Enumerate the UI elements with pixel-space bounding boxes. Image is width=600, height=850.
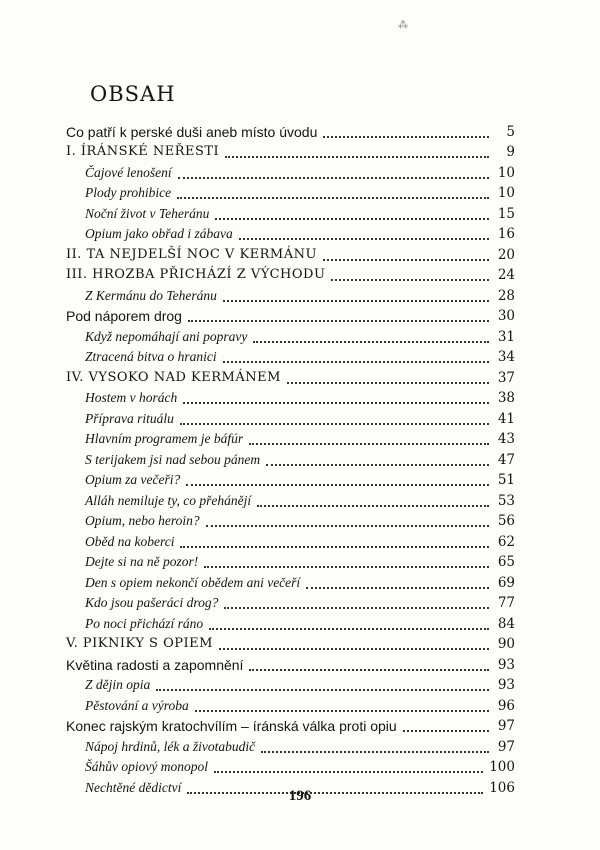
toc-entry-title: Z Kermánu do Teheránu <box>85 287 217 303</box>
toc-entry <box>66 470 515 491</box>
toc-entry <box>66 511 515 532</box>
dot-leader <box>249 442 489 445</box>
toc-entry <box>66 675 515 696</box>
toc-entry-title: Příprava rituálu <box>85 410 174 426</box>
toc-entry <box>66 162 515 183</box>
toc-entry-page: 30 <box>497 308 515 324</box>
dot-leader <box>323 135 489 138</box>
toc-entry-page: 97 <box>497 718 515 734</box>
toc-entry <box>66 224 515 245</box>
toc-entry-page: 28 <box>497 287 515 304</box>
toc-entry-title: Hlavním programem je báfúr <box>85 431 244 446</box>
toc-entry-page: 84 <box>497 615 515 632</box>
toc-entry <box>66 265 515 286</box>
toc-entry-title: I. ÍRÁNSKÉ NEŘESTI <box>66 144 220 159</box>
toc-entry-title: Pod náporem drog <box>66 308 182 324</box>
toc-entry-title: Den s opiem nekončí obědem ani večeří <box>85 574 301 590</box>
dot-leader <box>195 709 489 712</box>
toc-entry-page: 37 <box>497 369 515 386</box>
toc-entry <box>66 408 515 429</box>
toc-entry <box>66 757 515 778</box>
toc-entry-page: 100 <box>489 759 515 775</box>
dot-leader <box>287 381 489 384</box>
toc-entry <box>66 203 515 224</box>
toc-entry <box>66 449 515 470</box>
dot-leader <box>206 524 489 527</box>
toc-entry <box>66 654 515 675</box>
page-title: OBSAH <box>90 82 176 106</box>
toc-entry <box>66 183 515 204</box>
toc-entry-page: 77 <box>497 595 515 611</box>
toc-entry <box>66 716 515 737</box>
toc-entry-title: Konec rajským kratochvílím – íránská válka proti opiu <box>66 718 397 734</box>
dot-leader <box>188 319 489 322</box>
toc-entry <box>66 121 515 142</box>
toc-entry <box>66 572 515 593</box>
dot-leader <box>186 483 489 486</box>
dot-leader <box>249 668 489 671</box>
toc-entry-title: Čajové lenošení <box>85 164 172 180</box>
toc-entry <box>66 490 515 511</box>
toc-entry <box>66 367 515 388</box>
toc-entry-page: 41 <box>497 410 515 427</box>
toc-entry-page: 62 <box>497 533 515 550</box>
toc-entry-page: 97 <box>497 738 515 755</box>
toc-entry <box>66 531 515 552</box>
dot-leader <box>223 360 489 363</box>
toc-entry-page: 10 <box>497 185 515 201</box>
toc-entry-page: 56 <box>497 513 515 529</box>
dot-leader <box>266 463 489 466</box>
toc-entry-title: Nápoj hrdinů, lék a životabudič <box>85 738 256 754</box>
toc-entry-page: 53 <box>497 492 515 509</box>
dot-leader <box>331 278 489 281</box>
dot-leader <box>306 586 489 589</box>
dot-leader <box>223 299 489 302</box>
scan-speck-icon: ⁂ <box>398 20 408 31</box>
toc-entry-title: Hostem v horách <box>85 390 178 405</box>
toc-entry-page: 5 <box>506 123 515 140</box>
toc-entry-page: 9 <box>506 144 515 160</box>
dot-leader <box>156 688 489 691</box>
toc-entry <box>66 552 515 573</box>
toc-entry-title: Co patří k perské duši aneb místo úvodu <box>66 123 318 140</box>
toc-entry-title: Noční život v Teheránu <box>85 205 210 221</box>
dot-leader <box>215 217 489 220</box>
toc-entry-title: Květina radosti a zapomnění <box>66 656 244 673</box>
dot-leader <box>253 340 489 343</box>
toc-entry-page: 106 <box>489 779 515 796</box>
dot-leader <box>323 258 489 261</box>
toc-entry-title: IV. VYSOKO NAD KERMÁNEM <box>66 369 281 385</box>
toc-entry <box>66 593 515 614</box>
dot-leader <box>177 196 489 199</box>
toc-entry-page: 20 <box>497 246 515 263</box>
dot-leader <box>257 504 489 507</box>
toc-entry-title: Opium za večeři? <box>85 472 181 487</box>
toc-entry-title: Kdo jsou pašeráci drog? <box>85 595 219 610</box>
toc-entry <box>66 347 515 368</box>
toc-entry-title: Opium jako obřad i zábava <box>85 226 233 241</box>
toc-entry-title: II. TA NEJDELŠÍ NOC V KERMÁNU <box>66 246 317 262</box>
toc-entry <box>66 306 515 327</box>
toc-entry-page: 16 <box>497 226 515 242</box>
toc-entry-title: Pěstování a výroba <box>85 697 189 713</box>
toc-entry-title: Alláh nemiluje ty, co přehánějí <box>85 492 252 508</box>
toc-entry-title: III. HROZBA PŘICHÁZÍ Z VÝCHODU <box>66 267 326 282</box>
toc-entry <box>66 388 515 409</box>
toc-entry <box>66 142 515 163</box>
toc-entry-page: 15 <box>497 205 515 222</box>
dot-leader <box>209 627 489 630</box>
toc-entry-title: Ztracená bitva o hranici <box>85 349 217 364</box>
dot-leader <box>403 729 489 732</box>
dot-leader <box>261 750 489 753</box>
toc-entry <box>66 285 515 306</box>
toc-entry <box>66 326 515 347</box>
dot-leader <box>239 237 489 240</box>
toc-entry-page: 90 <box>497 636 515 652</box>
toc-entry-title: Nechtěné dědictví <box>85 779 182 795</box>
toc-entry <box>66 613 515 634</box>
toc-entry-title: Opium, nebo heroin? <box>85 513 200 528</box>
toc-entry-title: S terijakem jsi nad sebou pánem <box>85 451 261 467</box>
toc-entry-page: 65 <box>497 554 515 570</box>
toc-entry-page: 43 <box>497 431 515 447</box>
table-of-contents <box>66 121 515 798</box>
page-number: 196 <box>288 788 312 804</box>
toc-entry <box>66 736 515 757</box>
toc-entry-page: 51 <box>497 472 515 488</box>
toc-entry-page: 10 <box>497 164 515 181</box>
toc-entry-page: 38 <box>497 390 515 406</box>
dot-leader <box>214 770 483 773</box>
toc-entry-title: Dejte si na ně pozor! <box>85 554 199 569</box>
dot-leader <box>225 155 489 158</box>
toc-entry-page: 24 <box>497 267 515 283</box>
dot-leader <box>180 545 489 548</box>
dot-leader <box>224 606 489 609</box>
toc-entry-title: V. PIKNIKY S OPIEM <box>66 636 213 651</box>
toc-entry-page: 93 <box>497 677 515 693</box>
dot-leader <box>180 422 489 425</box>
toc-entry-title: Plody prohibice <box>85 185 172 200</box>
toc-entry-page: 31 <box>497 328 515 345</box>
toc-entry <box>66 695 515 716</box>
dot-leader <box>183 401 489 404</box>
toc-entry-page: 96 <box>497 697 515 714</box>
toc-entry-page: 93 <box>497 656 515 673</box>
toc-entry-title: Když nepomáhají ani popravy <box>85 328 248 344</box>
toc-entry <box>66 429 515 450</box>
toc-entry-title: Oběd na koberci <box>85 533 175 549</box>
toc-entry-page: 69 <box>497 574 515 591</box>
dot-leader <box>178 176 489 179</box>
dot-leader <box>219 647 489 650</box>
toc-entry-title: Šáhův opiový monopol <box>85 759 208 774</box>
toc-entry <box>66 244 515 265</box>
toc-entry-title: Z dějin opia <box>85 677 151 692</box>
toc-entry-page: 47 <box>497 451 515 468</box>
dot-leader <box>204 565 489 568</box>
toc-entry <box>66 634 515 655</box>
toc-entry-title: Po noci přichází ráno <box>85 615 204 631</box>
toc-entry-page: 34 <box>497 349 515 365</box>
